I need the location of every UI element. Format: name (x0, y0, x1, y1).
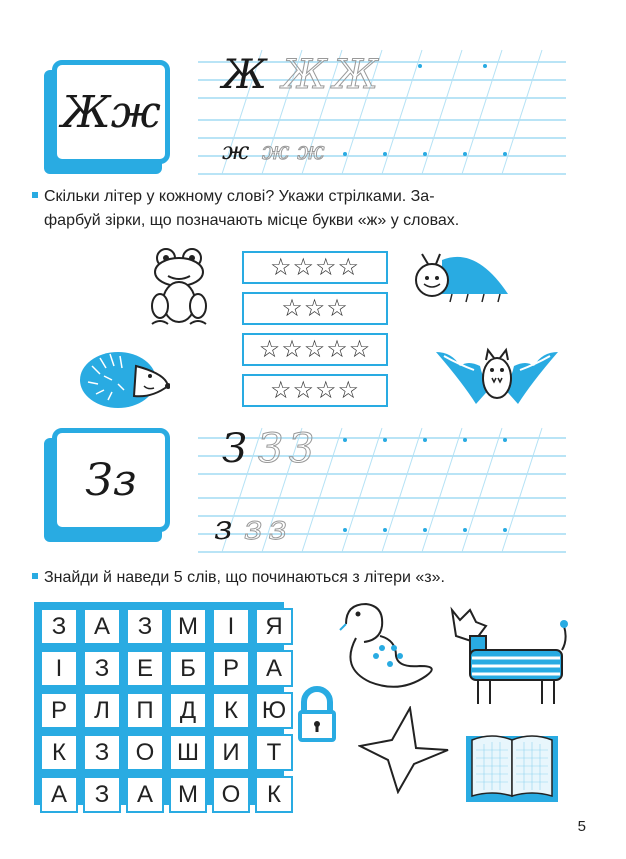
grid-cell[interactable]: Е (126, 650, 164, 687)
lock-icon (296, 684, 338, 744)
snake-icon (336, 598, 442, 694)
task-1-line1: Скільки літер у кожному слові? Укажи стрілками. За- (44, 188, 435, 205)
stars-row-1[interactable]: ☆☆☆☆ (242, 251, 388, 284)
stars-row-3[interactable]: ☆☆☆☆☆ (242, 333, 388, 366)
word-search-grid (40, 608, 293, 813)
grid-cell[interactable]: І (40, 650, 78, 687)
grid-cell[interactable]: Я (255, 608, 293, 645)
letter-card-z-glyph: Зз (85, 454, 137, 506)
hedgehog-icon (78, 344, 170, 410)
star-icon (358, 706, 450, 794)
grid-cell[interactable]: К (212, 692, 250, 729)
grid-cell[interactable]: І (212, 608, 250, 645)
practice-upper-z-dotted: ЗЗ (258, 426, 320, 472)
bat-icon (434, 340, 560, 404)
page-number: 5 (577, 818, 586, 835)
grid-cell[interactable]: З (83, 650, 121, 687)
practice-lower-z: з (214, 508, 233, 548)
grid-cell[interactable]: К (40, 734, 78, 771)
beetle-icon (412, 252, 512, 306)
grid-cell[interactable]: П (126, 692, 164, 729)
grid-cell[interactable]: К (255, 776, 293, 813)
grid-cell[interactable]: З (83, 776, 121, 813)
grid-cell[interactable]: О (212, 776, 250, 813)
practice-upper-zh: Ж (222, 52, 267, 98)
practice-upper-zh-dotted: ЖЖ (282, 52, 384, 98)
grid-cell[interactable]: Д (169, 692, 207, 729)
grid-cell[interactable]: А (40, 776, 78, 813)
task-1-line2: фарбуй зірки, що позначають місце букви «ж» у словах. (44, 212, 460, 229)
stars-row-2[interactable]: ☆☆☆ (242, 292, 388, 325)
stars-row-4[interactable]: ☆☆☆☆ (242, 374, 388, 407)
task-2 (32, 566, 445, 590)
practice-upper-z: З (222, 426, 247, 472)
practice-lower-z-dotted: зз (244, 508, 294, 548)
grid-cell[interactable]: И (212, 734, 250, 771)
letter-card-zh-glyph: Жж (61, 86, 161, 138)
book-icon (464, 730, 560, 804)
grid-cell[interactable]: Ш (169, 734, 207, 771)
grid-cell[interactable]: Л (83, 692, 121, 729)
task-bullet (32, 192, 38, 198)
task-bullet (32, 573, 38, 579)
zebra-icon (446, 600, 568, 708)
grid-cell[interactable]: М (169, 776, 207, 813)
task-1 (32, 185, 459, 233)
grid-cell[interactable]: О (126, 734, 164, 771)
grid-cell[interactable]: М (169, 608, 207, 645)
grid-cell[interactable]: Р (40, 692, 78, 729)
grid-cell[interactable]: З (83, 734, 121, 771)
grid-cell[interactable]: З (40, 608, 78, 645)
grid-cell[interactable]: З (126, 608, 164, 645)
grid-cell[interactable]: Б (169, 650, 207, 687)
frog-icon (146, 246, 212, 332)
task-2-text: Знайди й наведи 5 слів, що починаються з літери «з». (44, 569, 445, 586)
grid-cell[interactable]: Ю (255, 692, 293, 729)
practice-lower-zh-dotted: жж (262, 137, 333, 165)
grid-cell[interactable]: Р (212, 650, 250, 687)
grid-cell[interactable]: А (83, 608, 121, 645)
grid-cell[interactable]: Т (255, 734, 293, 771)
practice-lower-zh: ж (222, 137, 250, 165)
writing-lines-zh (0, 0, 626, 200)
grid-cell[interactable]: А (126, 776, 164, 813)
grid-cell[interactable]: А (255, 650, 293, 687)
